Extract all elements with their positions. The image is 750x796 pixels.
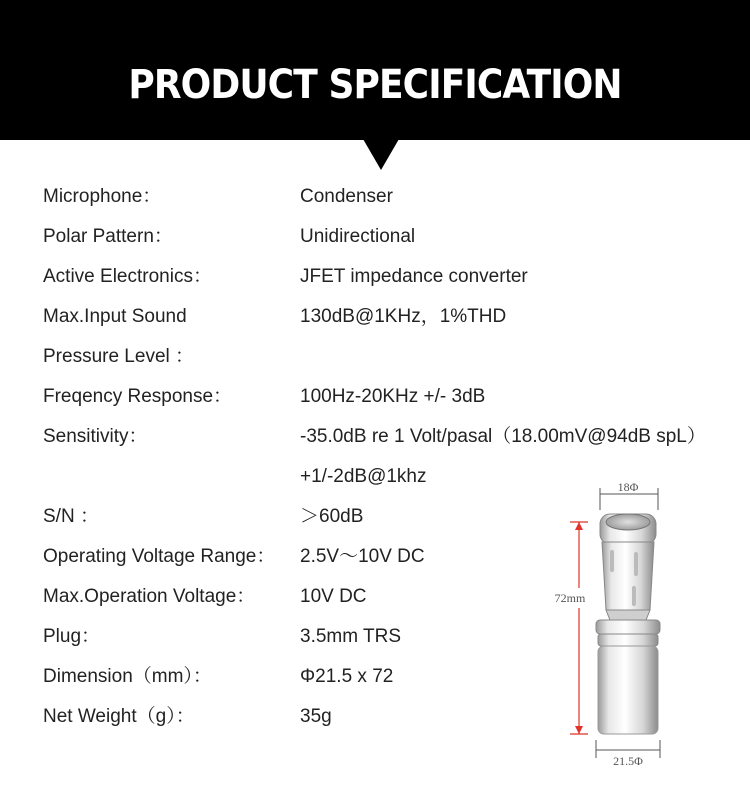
spec-value: Φ21.5 x 72 <box>300 666 394 687</box>
microphone-dimension-diagram <box>540 470 750 790</box>
height-label: 72mm <box>554 591 586 605</box>
spec-value: 2.5V～10V DC <box>300 546 425 567</box>
spec-label: Microphone： <box>43 186 162 207</box>
spec-value: 3.5mm TRS <box>300 626 402 647</box>
top-width-label: 18Φ <box>617 480 639 494</box>
spec-row-frequency-response <box>0 382 750 412</box>
spec-label: Freqency Response： <box>43 386 233 407</box>
height-dimension <box>570 522 588 734</box>
spec-label: Max.Input Sound <box>43 306 187 327</box>
spec-label: Dimension（mm）： <box>43 666 212 687</box>
spec-row-polar-pattern <box>0 222 750 252</box>
spec-label: Polar Pattern： <box>43 226 173 247</box>
spec-value: 100Hz-20KHz +/- 3dB <box>300 386 486 407</box>
banner-pointer <box>363 139 399 170</box>
spec-label: S/N ： <box>43 506 99 527</box>
spec-label: Pressure Level ： <box>43 346 195 367</box>
page-title: PRODUCT SPECIFICATION <box>128 62 622 108</box>
spec-value: -35.0dB re 1 Volt/pasal（18.00mV@94dB spL） <box>300 426 706 447</box>
spec-value: ＞60dB <box>300 506 364 527</box>
microphone-image <box>596 514 660 734</box>
spec-label: Operating Voltage Range： <box>43 546 276 567</box>
spec-row-sensitivity <box>0 422 750 452</box>
spec-value: 130dB@1KHz，1%THD <box>300 306 507 327</box>
spec-label: Net Weight（g）： <box>43 706 195 727</box>
spec-label: Max.Operation Voltage： <box>43 586 256 607</box>
spec-value: Unidirectional <box>300 226 416 247</box>
spec-value: +1/-2dB@1khz <box>300 466 427 487</box>
bottom-width-label: 21.5Φ <box>613 754 643 768</box>
spec-value: 10V DC <box>300 586 367 607</box>
header-banner <box>0 0 750 140</box>
spec-value: 35g <box>300 706 332 727</box>
spec-row-pressure-level <box>0 342 750 372</box>
spec-row-microphone <box>0 182 750 212</box>
spec-label: Active Electronics： <box>43 266 212 287</box>
spec-label: Plug： <box>43 626 101 647</box>
spec-value: JFET impedance converter <box>300 266 528 287</box>
spec-value: Condenser <box>300 186 393 207</box>
spec-row-active-electronics <box>0 262 750 292</box>
spec-label: Sensitivity： <box>43 426 148 447</box>
spec-row-max-input-sound <box>0 302 750 332</box>
